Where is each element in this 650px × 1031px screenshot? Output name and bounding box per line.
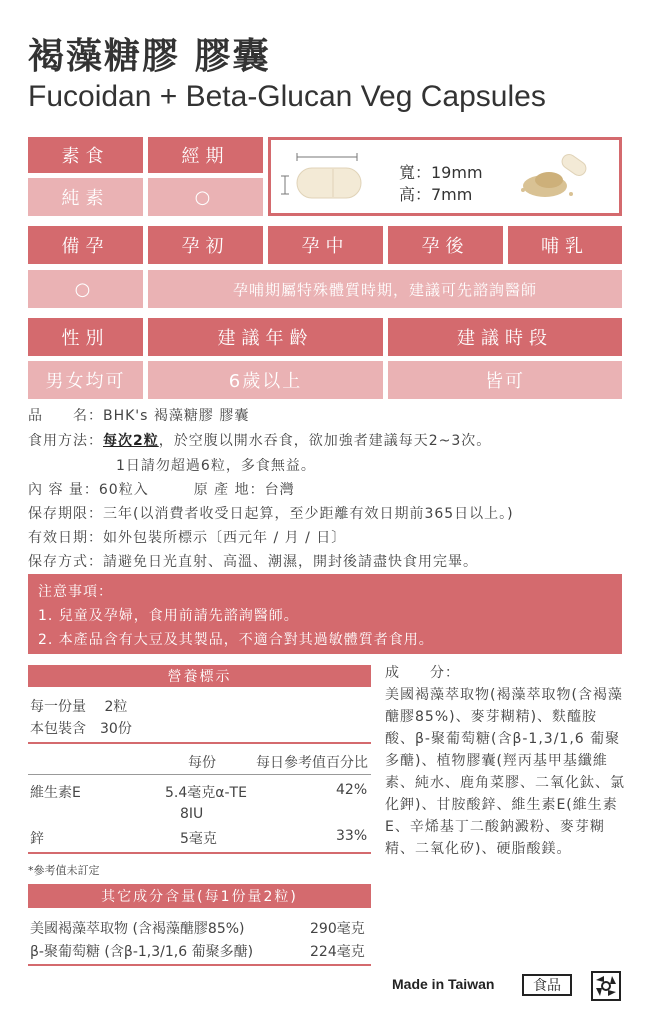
content-origin: 內 容 量：60粒入 原 產 地：台灣 bbox=[28, 482, 295, 498]
time-value: 皆可 bbox=[388, 361, 622, 399]
nutrition-header: 營養標示 bbox=[28, 665, 371, 687]
notice-item: 1. 兒童及孕婦，食用前請先諮詢醫師。 bbox=[38, 608, 299, 624]
gender-value: 男女均可 bbox=[28, 361, 143, 399]
period-value: ○ bbox=[148, 178, 263, 216]
notice-title: 注意事項： bbox=[38, 584, 113, 600]
nutrient-amount: 8IU bbox=[180, 806, 204, 822]
gender-header: 性別 bbox=[28, 318, 143, 356]
divider bbox=[28, 742, 371, 744]
usage-dose: 每次2粒 bbox=[103, 433, 159, 449]
nutrient-amount: 5.4毫克α-TE bbox=[165, 785, 247, 801]
divider bbox=[28, 964, 371, 966]
pregnancy-header-mid: 孕中 bbox=[268, 226, 383, 264]
storage-method: 保存方式：請避免日光直射、高溫、潮濕，開封後請盡快食用完畢。 bbox=[28, 554, 478, 570]
nutrient-dv: 33% bbox=[336, 828, 368, 844]
veg-value: 純素 bbox=[28, 178, 143, 216]
servings-per-pack: 本包裝含 30份 bbox=[30, 721, 132, 737]
capsule-info-box bbox=[268, 137, 622, 216]
veg-header: 素食 bbox=[28, 137, 143, 173]
recycling-icon bbox=[590, 970, 622, 1002]
other-ingredient-amount: 224毫克 bbox=[310, 944, 365, 960]
shelf-life: 保存期限：三年(以消費者收受日起算，至少距離有效日期前365日以上。) bbox=[28, 506, 514, 522]
made-in-taiwan: Made in Taiwan bbox=[392, 976, 495, 992]
footnote: *參考值未訂定 bbox=[28, 864, 100, 877]
notice-item: 2. 本產品含有大豆及其製品，不適合對其過敏體質者食用。 bbox=[38, 632, 434, 648]
col-daily-value: 每日參考值百分比 bbox=[256, 755, 368, 771]
age-value: 6歲以上 bbox=[148, 361, 383, 399]
page-subtitle: Fucoidan + Beta-Glucan Veg Capsules bbox=[28, 80, 546, 113]
other-ingredient-name: 美國褐藻萃取物 (含褐藻醣膠85%) bbox=[30, 921, 245, 937]
capsule-height: 高：7mm bbox=[399, 185, 473, 204]
page-title: 褐藻糖膠 膠囊 bbox=[28, 36, 271, 77]
product-name: 品 名：BHK's 褐藻糖膠 膠囊 bbox=[28, 408, 250, 424]
serving-size: 每一份量 2粒 bbox=[30, 699, 128, 715]
time-header: 建議時段 bbox=[388, 318, 622, 356]
other-ingredient-name: β-聚葡萄糖 (含β-1,3/1,6 葡聚多醣) bbox=[30, 944, 254, 960]
usage-instructions: ，於空腹以開水吞食，欲加強者建議每天2~3次。 bbox=[158, 433, 492, 449]
pregnancy-header-prep: 備孕 bbox=[28, 226, 143, 264]
nutrient-name: 鋅 bbox=[30, 831, 44, 847]
nutrient-dv: 42% bbox=[336, 782, 368, 798]
ingredients-title: 成 分： bbox=[385, 665, 460, 681]
nutrient-name: 維生素E bbox=[30, 785, 81, 801]
nutrient-amount: 5毫克 bbox=[180, 831, 217, 847]
usage-label: 食用方法： bbox=[28, 433, 103, 449]
pregnancy-header-late: 孕後 bbox=[388, 226, 503, 264]
pregnancy-note: 孕哺期屬特殊體質時期，建議可先諮詢醫師 bbox=[148, 270, 622, 308]
pregnancy-header-early: 孕初 bbox=[148, 226, 263, 264]
ingredients-block bbox=[385, 662, 625, 860]
notice-box bbox=[28, 574, 622, 654]
ingredients-text: 美國褐藻萃取物(褐藻萃取物(含褐藻醣膠85%)、麥芽糊精)、麩醯胺酸、β-聚葡萄糖(含β-1,3/1,6 葡聚多醣)、植物膠囊(羥丙基甲基纖維素、純水、鹿角菜膠、二氧化鈦、氯化鉀)、甘胺酸鋅、維生素E(維生素E、辛烯基丁二酸鈉澱粉、麥芽糊精、二氧化矽)、硬脂酸鎂。 bbox=[385, 687, 625, 857]
expiry-date: 有效日期：如外包裝所標示〔西元年 / 月 / 日〕 bbox=[28, 530, 347, 546]
usage-line bbox=[28, 430, 491, 450]
food-badge: 食品 bbox=[522, 974, 572, 996]
capsule-width: 寬：19mm bbox=[399, 163, 483, 182]
divider bbox=[28, 852, 371, 854]
age-header: 建議年齡 bbox=[148, 318, 383, 356]
other-ingredient-amount: 290毫克 bbox=[310, 921, 365, 937]
pregnancy-header-nursing: 哺乳 bbox=[508, 226, 622, 264]
other-ingredients-header: 其它成分含量(每1份量2粒) bbox=[28, 884, 371, 908]
pregnancy-prep-value: ○ bbox=[28, 270, 143, 308]
col-per-serving: 每份 bbox=[188, 755, 216, 771]
divider bbox=[28, 774, 371, 775]
period-header: 經期 bbox=[148, 137, 263, 173]
usage-limit: 1日請勿超過6粒，多食無益。 bbox=[116, 458, 316, 474]
